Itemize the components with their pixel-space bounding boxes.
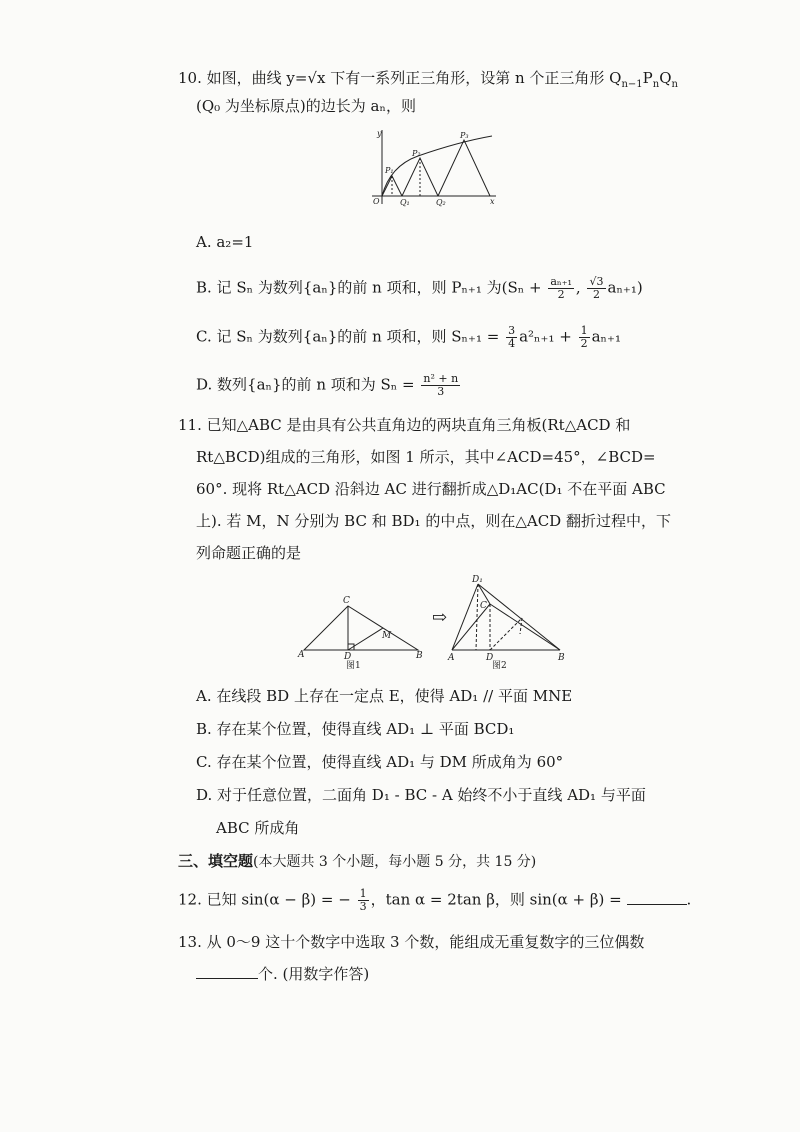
q10-curve xyxy=(382,136,492,196)
q11-fig2-label-a: A xyxy=(448,653,455,663)
q11-fig1-label-d: D xyxy=(344,652,352,662)
q11-fig2-label-d: D xyxy=(486,653,494,663)
q11-line5: 列命题正确的是 xyxy=(196,544,302,562)
q11-option-d-line1: D. 对于任意位置，二面角 D₁ - BC - A 始终不小于直线 AD₁ 与平面 xyxy=(196,786,646,804)
q12-answer-blank[interactable] xyxy=(627,904,687,905)
q11-fig1-triangle xyxy=(304,606,418,650)
q10-line1: 10. 如图，曲线 y=√x 下有一系列正三角形，设第 n 个正三角形 $Q_{n-1}P_nQ_n$ xyxy=(178,69,678,90)
q10-option-d: D. 数列{aₙ}的前 n 项和为 Sₙ = $\frac{\text{n² + n}}{3}$ xyxy=(196,372,459,398)
q11-line1: 11. 已知△ABC 是由具有公共直角边的两块直角三角板(Rt△ACD 和 xyxy=(178,416,631,434)
q11-line3: 60°. 现将 Rt△ACD 沿斜边 AC 进行翻折成△D₁AC(D₁ 不在平面 ABC xyxy=(196,480,666,498)
q10-label-p1: P₁ xyxy=(385,166,394,175)
q11-line4: 上). 若 M，N 分别为 BC 和 BD₁ 的中点，则在△ACD 翻折过程中，下 xyxy=(196,512,671,530)
q11-fig1-caption: 图1 xyxy=(346,661,361,670)
q10-figure xyxy=(368,126,500,208)
q11-fig2-label-b: B xyxy=(558,653,565,663)
q10-triangle-3 xyxy=(438,140,490,196)
q11-fig1-label-a: A xyxy=(298,650,305,660)
q13-line1: 13. 从 0～9 这十个数字中选取 3 个数，能组成无重复数字的三位偶数 xyxy=(178,933,645,951)
q11-figure-2 xyxy=(446,574,568,670)
section-3-title: 三、填空题 xyxy=(178,852,254,870)
q11-line2: Rt△BCD)组成的三角形，如图 1 所示，其中∠ACD=45°，∠BCD= xyxy=(196,448,656,466)
q10-label-p3: P₃ xyxy=(460,131,469,140)
q11-option-c: C. 存在某个位置，使得直线 AD₁ 与 DM 所成角为 60° xyxy=(196,753,564,771)
q11-option-b: B. 存在某个位置，使得直线 AD₁ ⊥ 平面 BCD₁ xyxy=(196,720,515,738)
q11-option-d-line2: ABC 所成角 xyxy=(216,819,300,837)
q11-fig1-label-m: M xyxy=(382,631,392,641)
q11-arrow: ⇨ xyxy=(432,607,448,628)
q10-option-b: B. 记 Sₙ 为数列{aₙ}的前 n 项和，则 Pₙ₊₁ 为(Sₙ + $\frac{\text{aₙ₊₁}}{2}$ , $\frac{√3}{2}$ aₙ₊₁) xyxy=(196,275,643,301)
q10-label-p2: P₂ xyxy=(412,149,421,158)
q11-fig2-caption: 图2 xyxy=(492,661,507,670)
q10-option-a: A. a₂=1 xyxy=(196,233,254,251)
q11-option-a: A. 在线段 BD 上存在一定点 E，使得 AD₁ // 平面 MNE xyxy=(196,687,573,705)
q13-answer-blank[interactable] xyxy=(196,978,258,979)
q10-line2: (Q₀ 为坐标原点)的边长为 aₙ，则 xyxy=(196,97,416,115)
q11-fig1-label-c: C xyxy=(343,596,350,606)
q11-figure-1 xyxy=(296,594,428,670)
q10-label-q2: Q₂ xyxy=(436,198,446,207)
q10-label-x: x xyxy=(490,197,495,206)
q11-fig2-label-c: C xyxy=(480,601,487,611)
q13-line2: 个. (用数字作答) xyxy=(196,964,369,984)
q10-label-q1: Q₁ xyxy=(400,198,410,207)
q10-label-y: y xyxy=(377,129,382,138)
section-3-heading xyxy=(178,851,536,872)
q10-label-o: O xyxy=(373,197,380,206)
section-3-note: (本大题共 3 个小题，每小题 5 分，共 15 分) xyxy=(253,854,537,870)
q11-fig2-label-d1: D₁ xyxy=(472,575,483,585)
q11-fig1-label-b: B xyxy=(416,651,423,661)
q11-fig1-dm xyxy=(348,628,383,650)
q10-option-c: C. 记 Sₙ 为数列{aₙ}的前 n 项和，则 Sₙ₊₁ = $\frac{3}{4}$ a²ₙ₊₁ + $\frac{1}{2}$ aₙ₊₁ xyxy=(196,324,621,350)
q12-line: 12. 已知 sin(α − β) = − $\frac{1}{3}$ ，tan α = 2tan β，则 sin(α + β) = . xyxy=(178,887,692,913)
